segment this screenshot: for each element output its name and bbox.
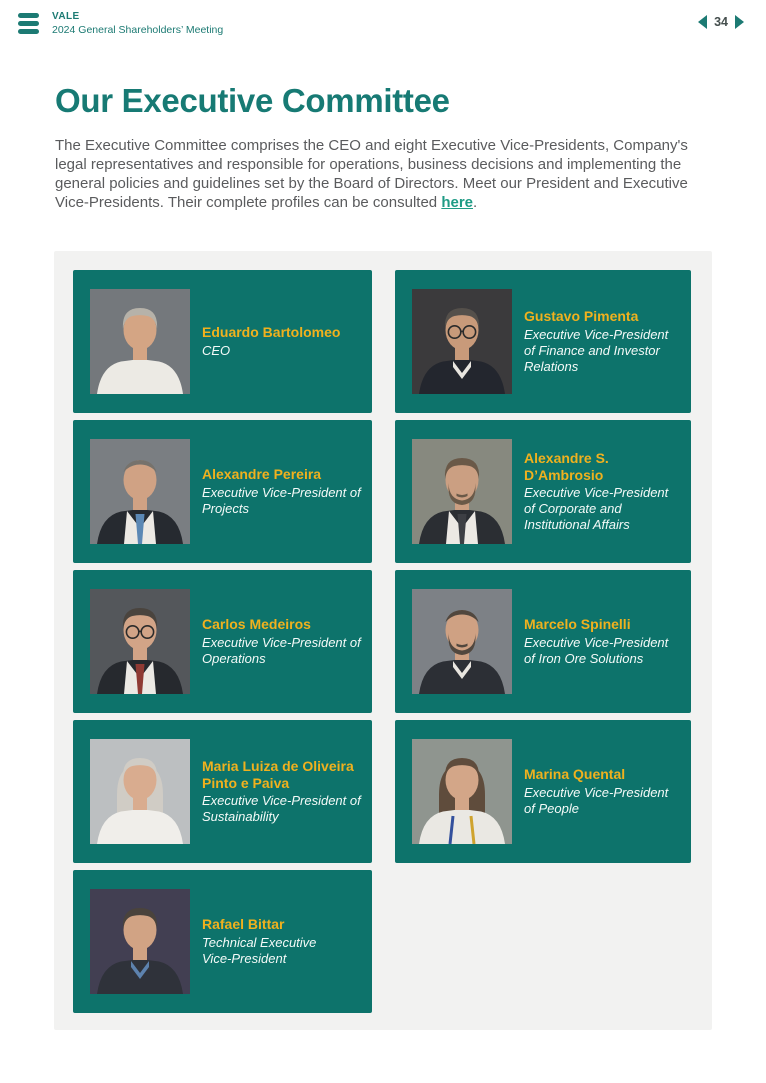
executive-card: [73, 270, 372, 413]
member-photo: [90, 439, 190, 544]
member-photo: [412, 439, 512, 544]
committee-panel: [54, 251, 712, 1030]
member-info: [202, 324, 340, 359]
member-photo: [412, 589, 512, 694]
member-role: Executive Vice‑President of Sustainability: [202, 793, 361, 825]
member-info: [524, 308, 681, 375]
member-photo: [90, 739, 190, 844]
member-name: Marina Quental: [524, 766, 626, 783]
page-navigation: [698, 13, 744, 31]
page-title: Our Executive Committee: [55, 82, 450, 119]
member-role: CEO: [202, 342, 231, 358]
member-info: [524, 616, 681, 667]
member-role: Executive Vice‑President of Finance and Investor Relations: [524, 326, 669, 374]
member-name: Maria Luiza de Oliveira Pinto e Paiva: [202, 757, 354, 791]
meeting-subtitle: 2024 General Shareholders’ Meeting: [52, 24, 224, 36]
prev-page-icon[interactable]: [698, 15, 707, 29]
member-photo: [412, 739, 512, 844]
brand-name: VALE: [52, 11, 80, 22]
member-role: Executive Vice‑President of People: [524, 784, 669, 816]
intro-paragraph: [55, 137, 708, 213]
member-info: [524, 766, 681, 817]
member-info: [202, 916, 362, 967]
member-info: [202, 758, 362, 826]
member-info: [202, 466, 362, 517]
member-photo: [90, 589, 190, 694]
executive-card: [395, 570, 691, 713]
page-number: 34: [714, 15, 728, 29]
member-photo: [412, 289, 512, 394]
member-name: Rafael Bittar: [202, 916, 285, 933]
committee-grid: [73, 270, 692, 1013]
hamburger-bar: [18, 29, 39, 34]
member-role: Technical Executive Vice‑President: [202, 934, 317, 966]
next-page-icon[interactable]: [735, 15, 744, 29]
executive-card: [73, 720, 372, 863]
member-name: Carlos Medeiros: [202, 616, 311, 633]
member-role: Executive Vice‑President of Iron Ore Solutions: [524, 634, 669, 666]
member-role: Executive Vice‑President of Projects: [202, 484, 361, 516]
executive-card: [395, 270, 691, 413]
profiles-link[interactable]: here: [441, 193, 474, 211]
executive-card: [395, 720, 691, 863]
executive-card: [73, 420, 372, 563]
hamburger-bar: [18, 21, 39, 26]
member-name: Alexandre Pereira: [202, 466, 322, 483]
member-name: Gustavo Pimenta: [524, 308, 639, 325]
hamburger-menu-icon[interactable]: [18, 13, 39, 34]
member-name: Eduardo Bartolomeo: [202, 324, 341, 341]
member-name: Alexandre S. D’Ambrosio: [524, 449, 609, 483]
hamburger-bar: [18, 13, 39, 18]
member-role: Executive Vice‑President of Operations: [202, 634, 361, 666]
executive-card: [395, 420, 691, 563]
brand-block: [52, 11, 223, 36]
member-info: [524, 450, 681, 534]
member-name: Marcelo Spinelli: [524, 616, 631, 633]
intro-text-end: .: [473, 193, 478, 211]
member-photo: [90, 289, 190, 394]
member-photo: [90, 889, 190, 994]
intro-text: The Executive Committee comprises the CEO and eight Executive Vice-Presidents, Company's legal representatives and responsible for operations, business decisions and implementing the general policies and guidelines set by the Board of Directors. Meet our President and Executive Vice-Presidents. Their complete profiles can be consulted: [55, 137, 688, 211]
executive-card: [73, 570, 372, 713]
executive-card: [73, 870, 372, 1013]
member-role: Executive Vice‑President of Corporate and Institutional Affairs: [524, 485, 669, 533]
member-info: [202, 616, 362, 667]
